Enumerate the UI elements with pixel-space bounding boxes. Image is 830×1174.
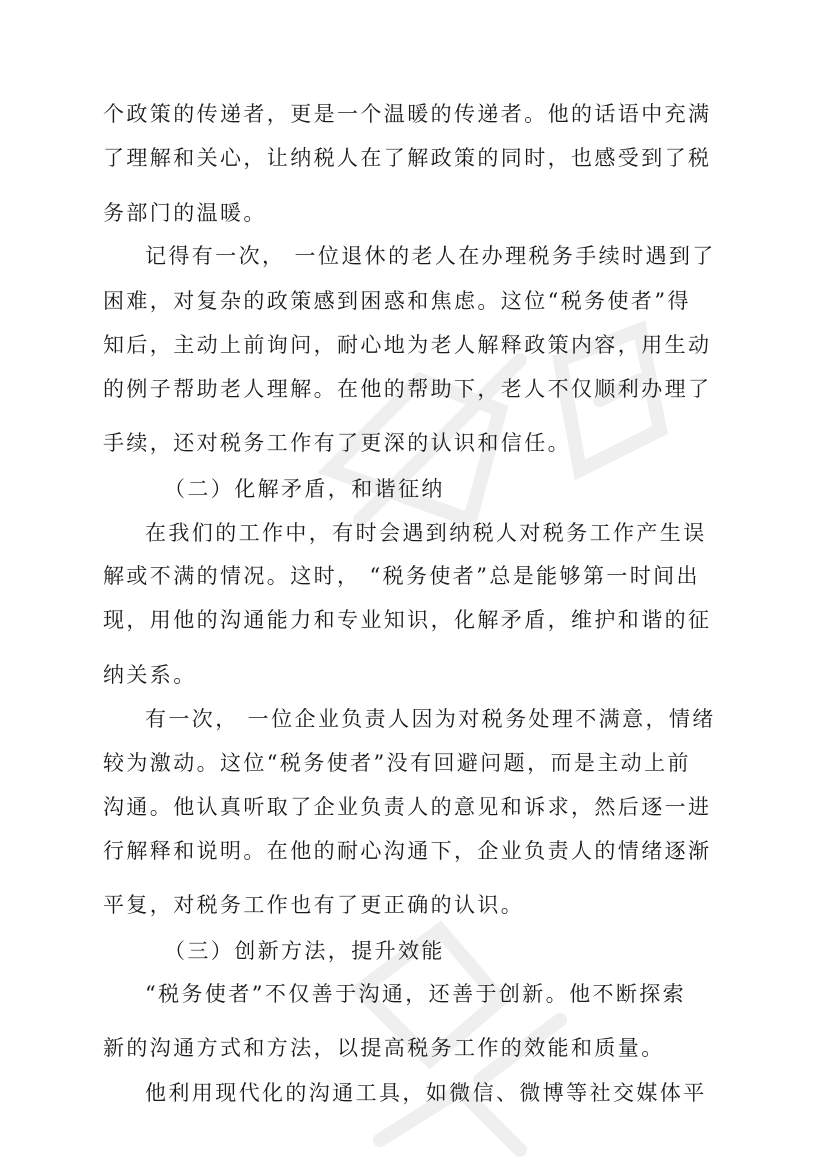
paragraph-line: 沟通。他认真听取了企业负责人的意见和诉求，然后逐一进 (103, 795, 712, 819)
paragraph-line: 在我们的工作中，有时会遇到纳税人对税务工作产生误 (145, 521, 707, 545)
paragraph-line: 他利用现代化的沟通工具，如微信、微博等社交媒体平 (145, 1081, 707, 1105)
paragraph-line: 知后，主动上前询问，耐心地为老人解释政策内容，用生动 (103, 333, 712, 357)
paragraph-line: 纳关系。 (103, 663, 197, 687)
paragraph-line: 手续，还对税务工作有了更深的认识和信任。 (103, 431, 571, 455)
paragraph-line: 较为激动。这位“税务使者”没有回避问题，而是主动上前 (103, 751, 691, 775)
paragraph-line: 个政策的传递者，更是一个温暖的传递者。他的话语中充满 (103, 102, 712, 126)
paragraph-line: 平复，对税务工作也有了更正确的认识。 (103, 893, 525, 917)
section-heading: （三）创新方法，提升效能 (164, 939, 445, 963)
paragraph-line: “税务使者”不仅善于沟通，还善于创新。他不断探索 (145, 982, 687, 1006)
paragraph-line: 新的沟通方式和方法，以提高税务工作的效能和质量。 (103, 1036, 665, 1060)
section-heading: （二）化解矛盾，和谐征纳 (164, 477, 445, 501)
paragraph-line: 困难，对复杂的政策感到困惑和焦虑。这位“税务使者”得 (103, 289, 691, 313)
paragraph-line: 记得有一次， 一位退休的老人在办理税务手续时遇到了 (145, 244, 716, 268)
paragraph-line: 务部门的温暖。 (103, 201, 267, 225)
paragraph-line: 解或不满的情况。这时， “税务使者”总是能够第一时间出 (103, 564, 700, 588)
paragraph-line: 有一次， 一位企业负责人因为对税务处理不满意，情绪 (145, 707, 716, 731)
paragraph-line: 了理解和关心，让纳税人在了解政策的同时，也感受到了税 (103, 146, 712, 170)
paragraph-line: 行解释和说明。在他的耐心沟通下，企业负责人的情绪逐渐 (103, 839, 712, 863)
paragraph-line: 的例子帮助老人理解。在他的帮助下，老人不仅顺利办理了 (103, 377, 712, 401)
paragraph-line: 现，用他的沟通能力和专业知识，化解矛盾，维护和谐的征 (103, 608, 712, 632)
